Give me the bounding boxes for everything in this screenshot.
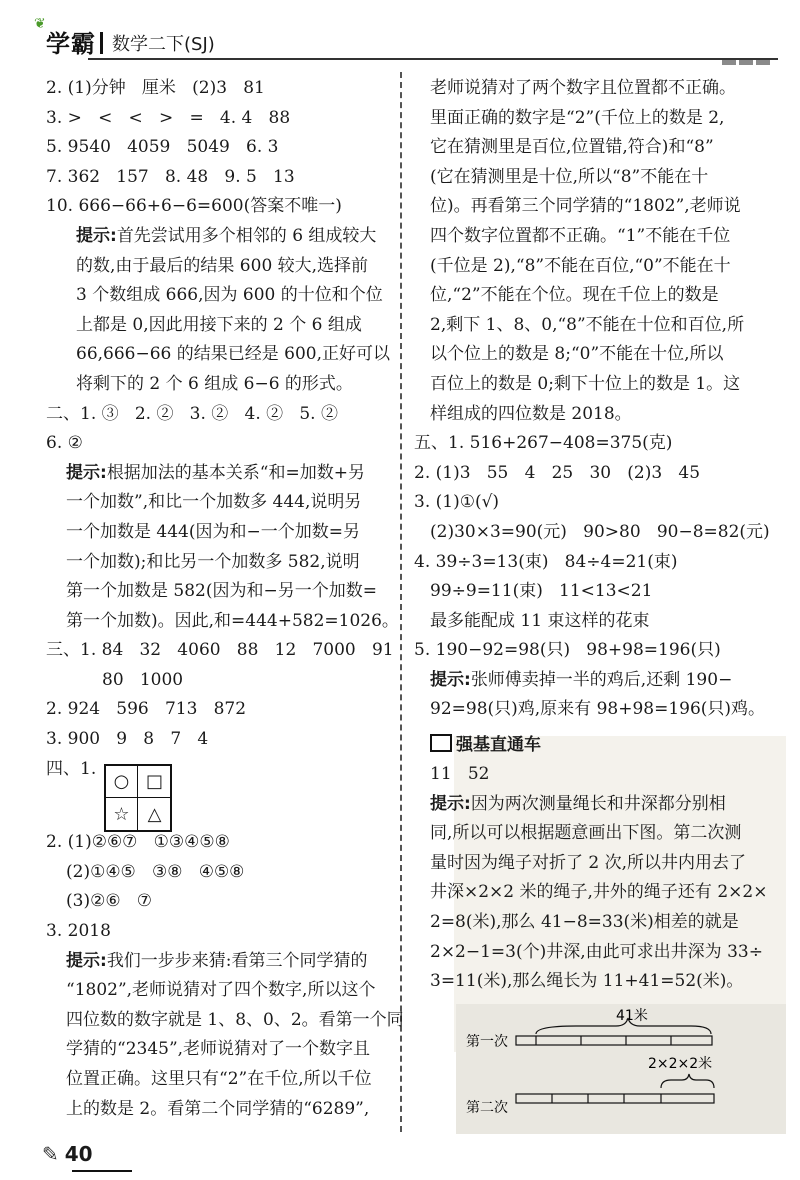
label-first: 第一次 [466, 1034, 508, 1050]
answer-line: (2)30×3=90(元) 90>80 90−8=82(元) [430, 521, 770, 542]
answer-line: (3)②⑥ ⑦ [66, 891, 153, 912]
right-column [414, 74, 775, 725]
hint-line: 上都是 0,因此用接下来的 2 个 6 组成 [76, 314, 362, 335]
hint-line: 一个加数是 444(因为和−一个加数=另 [66, 521, 360, 542]
answer-line: 3. > < < > = 4. 4 88 [46, 107, 291, 128]
hint-line: 它在猜测里是百位,位置错,符合)和“8” [430, 137, 714, 158]
hint-line: 66,666−66 的结果已经是 600,正好可以 [76, 344, 391, 365]
label-2x2x2m: 2×2×2米 [648, 1056, 713, 1072]
hint-label: 提示: [430, 793, 471, 814]
hint-line: 3 个数组成 666,因为 600 的十位和个位 [76, 285, 383, 306]
hint-label: 提示: [66, 462, 107, 483]
brand-name: 学霸 [46, 30, 96, 58]
answer-line: 2. 924 596 713 872 [46, 699, 247, 720]
answer-line: 99÷9=11(束) 11<13<21 [430, 581, 653, 602]
rope-first [516, 1036, 712, 1045]
hint-line: 2,剩下 1、8、0,“8”不能在十位和百位,所 [430, 314, 745, 335]
square-symbol: □ [145, 771, 163, 792]
hint-line: 3=11(米),那么绳长为 11+41=52(米)。 [430, 971, 744, 992]
answer-line: 4. 39÷3=13(束) 84÷4=21(束) [414, 551, 678, 572]
rope-second [516, 1094, 714, 1103]
column-divider [400, 72, 402, 1132]
hint-line: 上的数是 2。看第二个同学猜的“6289”, [66, 1098, 370, 1119]
hint-line: 位,“2”不能在个位。现在千位上的数是 [430, 285, 719, 306]
hint-line: 提示:我们一步步来猜:看第三个同学猜的 [66, 950, 368, 971]
book-icon [430, 734, 452, 752]
pencil-icon: ✎ [42, 1142, 59, 1166]
left-column [46, 74, 404, 1124]
hint-line: 2=8(米),那么 41−8=33(米)相差的就是 [430, 911, 739, 932]
hint-label: 提示: [430, 669, 471, 690]
circle-symbol: ○ [113, 771, 130, 792]
hint-line: “1802”,老师说猜对了四个数字,所以这个 [66, 980, 376, 1001]
hint-line: 将剩下的 2 个 6 组成 6−6 的形式。 [76, 373, 353, 394]
hint-line: 提示:因为两次测量绳长和井深都分别相 [430, 793, 726, 814]
hint-line: 一个加数”,和比一个加数多 444,说明另 [66, 492, 362, 513]
hint-line: 学猜的“2345”,老师说猜对了一个数字且 [66, 1039, 371, 1060]
footer-underline [72, 1170, 132, 1172]
label-41m: 41米 [616, 1008, 648, 1024]
hint-line: 老师说猜对了两个数字且位置都不正确。 [430, 78, 736, 98]
hint-line: 一个加数);和比另一个加数多 582,说明 [66, 551, 360, 572]
leaf-icon: ❦ [34, 16, 47, 32]
hint-line: 提示:首先尝试用多个相邻的 6 组成较大 [76, 225, 377, 246]
hint-line: 以个位上的数是 8;“0”不能在十位,所以 [430, 344, 724, 365]
hint-line: 四位数的数字就是 1、8、0、2。看第一个同 [66, 1009, 404, 1030]
page-number: 40 [64, 1142, 93, 1166]
rope-diagram [456, 1004, 786, 1134]
hint-line: (它在猜测里是十位,所以“8”不能在十 [430, 166, 709, 187]
subject-title: 数学二下(SJ) [112, 34, 215, 55]
answer-line: 5. 9540 4059 5049 6. 3 [46, 137, 279, 158]
hint-line: 第一个加数是 582(因为和−另一个加数= [66, 581, 377, 602]
answer-line: 6. ② [46, 433, 83, 454]
header-rule [88, 58, 778, 60]
header-separator [100, 32, 103, 54]
answer-line: 3. 900 9 8 7 4 [46, 729, 209, 750]
shape-grid [104, 764, 172, 832]
answer-line: 最多能配成 11 束这样的花束 [430, 610, 650, 631]
answer-line: 五、1. 516+267−408=375(克) [414, 433, 673, 454]
hint-line: 里面正确的数字是“2”(千位上的数是 2, [430, 107, 725, 128]
hint-line: 四个数字位置都不正确。“1”不能在千位 [430, 225, 731, 246]
hint-line: 位)。再看第三个同学猜的“1802”,老师说 [430, 196, 741, 217]
answer-line: 11 52 [430, 764, 490, 784]
hint-line: 92=98(只)鸡,原来有 98+98=196(只)鸡。 [430, 699, 766, 720]
brand-logo [34, 16, 96, 59]
answer-line: 80 1000 [102, 669, 184, 690]
answer-line: 3. (1)①(√) [414, 492, 500, 513]
hint-line: 井深×2×2 米的绳子,井外的绳子还有 2×2× [430, 882, 768, 903]
answer-line: 四、1. [46, 758, 97, 779]
grid-spacer [46, 784, 391, 828]
hint-line: 样组成的四位数是 2018。 [430, 403, 632, 424]
hint-line: 提示:张师傅卖掉一半的鸡后,还剩 190− [430, 669, 733, 690]
hint-line: 提示:根据加法的基本关系“和=加数+另 [66, 462, 365, 483]
answer-line: 2. (1)3 55 4 25 30 (2)3 45 [414, 462, 701, 483]
page-footer [42, 1142, 93, 1166]
hint-line: 2×2−1=3(个)井深,由此可求出井深为 33÷ [430, 941, 763, 962]
label-second: 第二次 [466, 1100, 508, 1116]
page-header [28, 16, 778, 62]
answer-line: 7. 362 157 8. 48 9. 5 13 [46, 166, 295, 187]
hint-line: 位置正确。这里只有“2”在千位,所以千位 [66, 1069, 372, 1089]
hint-line: 百位上的数是 0;剩下十位上的数是 1。这 [430, 373, 741, 394]
hint-line: 第一个加数)。因此,和=444+582=1026。 [66, 610, 399, 631]
answer-line: 3. 2018 [46, 921, 111, 942]
hint-line: 量时因为绳子对折了 2 次,所以井内用去了 [430, 852, 747, 873]
brace-8m [661, 1074, 714, 1088]
answer-line: 三、1. 84 32 4060 88 12 7000 91 [46, 640, 394, 661]
answer-line: (2)①④⑤ ③⑧ ④⑤⑧ [66, 861, 245, 882]
answer-line: 2. (1)②⑥⑦ ①③④⑤⑧ [46, 832, 230, 853]
star-symbol: ☆ [113, 804, 130, 825]
hint-label: 提示: [66, 950, 107, 971]
answer-line: 10. 666−66+6−6=600(答案不唯一) [46, 196, 342, 217]
hint-label: 提示: [76, 225, 117, 246]
hint-line: 同,所以可以根据题意画出下图。第二次测 [430, 823, 742, 844]
section-tag: 强基直通车 [430, 730, 541, 755]
triangle-symbol: △ [147, 804, 162, 825]
answer-line: 二、1. ③ 2. ② 3. ② 4. ② 5. ② [46, 403, 338, 424]
answer-line: 5. 190−92=98(只) 98+98=196(只) [414, 640, 721, 661]
bonus-section [430, 760, 780, 997]
hint-line: (千位是 2),“8”不能在百位,“0”不能在十 [430, 255, 731, 276]
answer-line: 2. (1)分钟 厘米 (2)3 81 [46, 78, 265, 98]
hint-line: 的数,由于最后的结果 600 较大,选择前 [76, 255, 369, 276]
